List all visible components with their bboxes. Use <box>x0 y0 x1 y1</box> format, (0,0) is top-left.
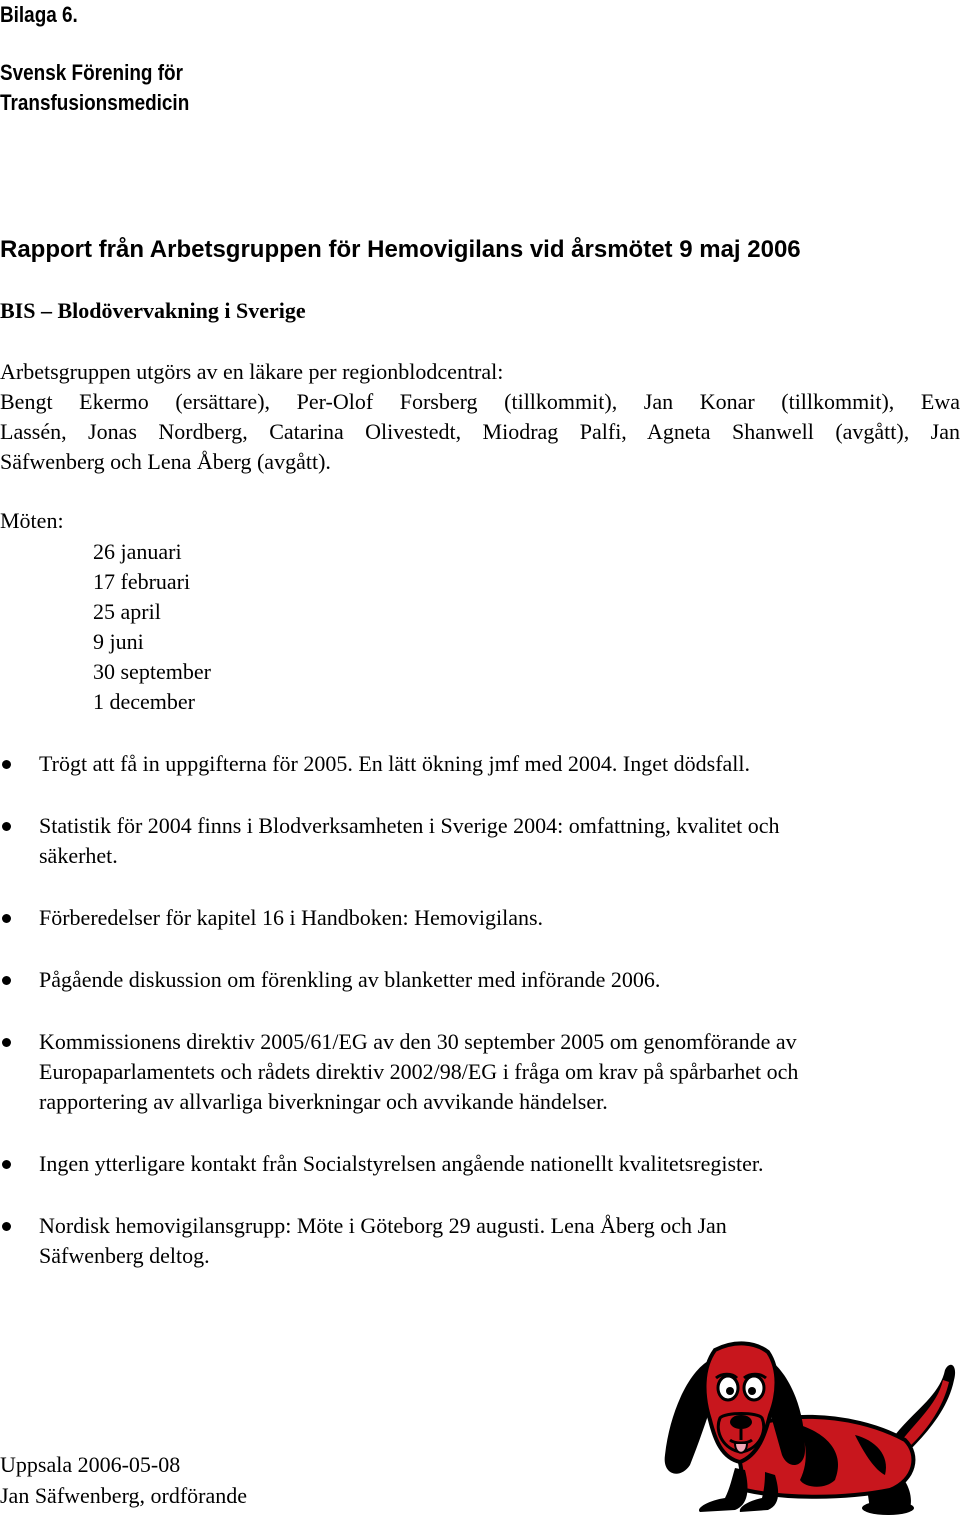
bullet-dot-icon <box>2 822 11 831</box>
meeting-date: 17 februari <box>93 569 191 594</box>
bullet-list <box>0 749 960 1303</box>
meeting-date: 26 januari <box>93 539 182 564</box>
organization-name <box>0 58 189 118</box>
bullet-dot-icon <box>2 760 11 769</box>
members-line-2: Lassén, Jonas Nordberg, Catarina Olivestedt, Miodrag Palfi, Agneta Shanwell (avgått), Jan <box>0 419 960 444</box>
organization-line-1: Svensk Förening för <box>0 60 183 85</box>
bullet-item: Förberedelser för kapitel 16 i Handboken: Hemovigilans. <box>0 903 960 933</box>
bullet-dot-icon <box>2 1038 11 1047</box>
bullet-dot-icon <box>2 976 11 985</box>
members-line-1: Bengt Ekermo (ersättare), Per-Olof Forsberg (tillkommit), Jan Konar (tillkommit), Ewa <box>0 389 960 414</box>
bullet-dot-icon <box>2 1222 11 1231</box>
members-intro: Arbetsgruppen utgörs av en läkare per regionblodcentral: <box>0 359 504 384</box>
bullet-item: Kommissionens direktiv 2005/61/EG av den 30 september 2005 om genomförande av Europaparlamentets och rådets direktiv 2002/98/EG i fråga om krav på spårbarhet och rapportering av allvarliga biverkningar och avvikande händelser. <box>0 1027 960 1117</box>
report-title: Rapport från Arbetsgruppen för Hemovigilans vid årsmötet 9 maj 2006 <box>0 236 801 263</box>
bullet-item: Nordisk hemovigilansgrupp: Möte i Göteborg 29 augusti. Lena Åberg och Jan Säfwenberg deltog. <box>0 1211 960 1271</box>
bullet-item: Ingen ytterligare kontakt från Socialstyrelsen angående nationellt kvalitetsregister. <box>0 1149 960 1179</box>
members-line-3: Säfwenberg och Lena Åberg (avgått). <box>0 449 331 474</box>
signature-block <box>0 1449 247 1511</box>
meeting-date: 9 juni <box>93 629 144 654</box>
appendix-label: Bilaga 6. <box>0 2 78 27</box>
bullet-dot-icon <box>2 914 11 923</box>
meeting-date: 30 september <box>93 659 211 684</box>
members-paragraph <box>0 357 960 477</box>
meetings-label: Möten: <box>0 508 64 533</box>
bullet-item: Trögt att få in uppgifterna för 2005. En lätt ökning jmf med 2004. Inget dödsfall. <box>0 749 960 779</box>
signature-place-date: Uppsala 2006-05-08 <box>0 1452 181 1477</box>
meeting-date: 25 april <box>93 599 161 624</box>
bullet-item: Statistik för 2004 finns i Blodverksamheten i Sverige 2004: omfattning, kvalitet och säkerhet. <box>0 811 960 871</box>
bloodhound-dog-logo-icon <box>640 1340 960 1515</box>
bullet-dot-icon <box>2 1160 11 1169</box>
meeting-date: 1 december <box>93 689 195 714</box>
signature-name-role: Jan Säfwenberg, ordförande <box>0 1483 248 1508</box>
organization-line-2: Transfusionsmedicin <box>0 90 190 115</box>
bis-title: BIS – Blodövervakning i Sverige <box>0 298 306 323</box>
bullet-item: Pågående diskussion om förenkling av blanketter med införande 2006. <box>0 965 960 995</box>
meetings-list <box>93 537 211 717</box>
